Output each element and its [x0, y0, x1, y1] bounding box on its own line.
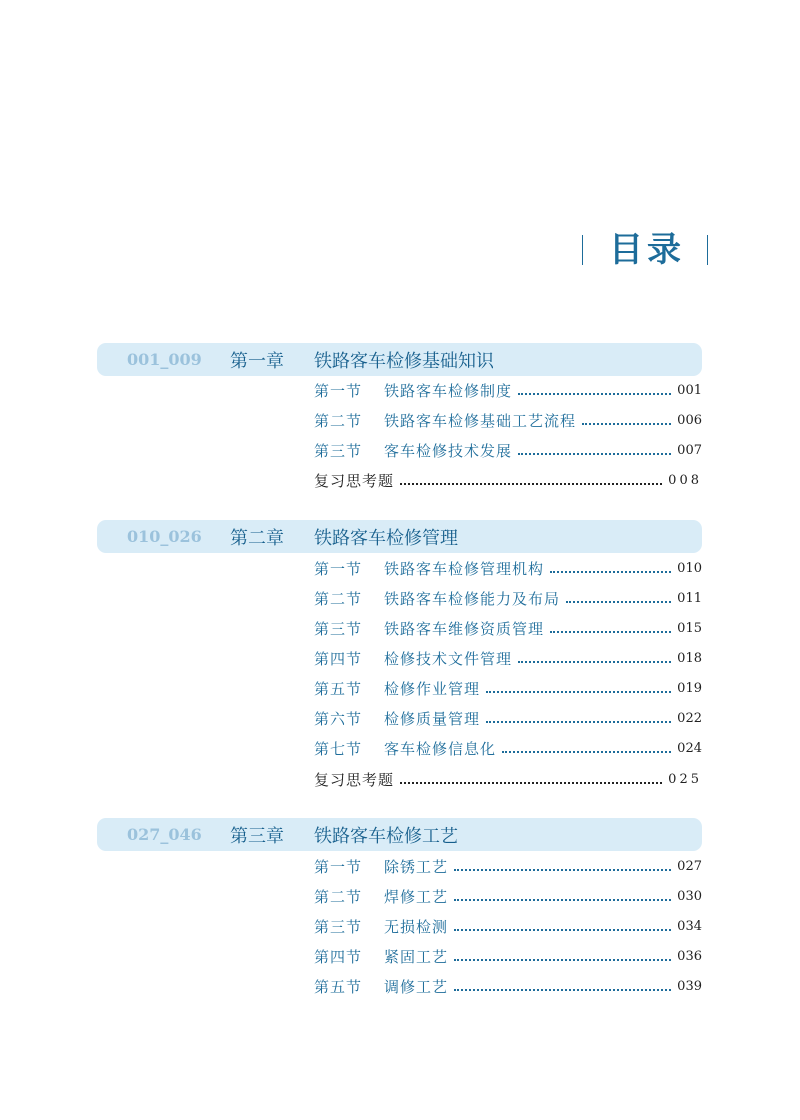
toc-entry[interactable] — [314, 646, 702, 670]
dot-leader — [454, 958, 671, 961]
section-title: 铁路客车维修资质管理 — [384, 619, 545, 638]
section-title: 调修工艺 — [384, 977, 449, 996]
dot-leader — [550, 570, 671, 573]
toc-entry-review[interactable] — [314, 468, 702, 492]
toc-entry[interactable] — [314, 378, 702, 402]
page-number: 024 — [677, 740, 702, 756]
page-number: 025 — [668, 771, 702, 787]
toc-entry[interactable] — [314, 854, 702, 878]
section-title: 铁路客车检修能力及布局 — [384, 589, 561, 608]
chapter-title: 铁路客车检修基础知识 — [314, 350, 494, 372]
section-title: 检修质量管理 — [384, 709, 481, 728]
section-label: 第二节 — [314, 887, 363, 906]
section-title: 紧固工艺 — [384, 947, 449, 966]
page-number: 007 — [677, 442, 702, 458]
toc-entry[interactable] — [314, 974, 702, 998]
section-label: 第五节 — [314, 977, 363, 996]
toc-entry[interactable] — [314, 556, 702, 580]
chapter-3-header[interactable] — [97, 818, 702, 851]
section-title: 焊修工艺 — [384, 887, 449, 906]
section-label: 第二节 — [314, 589, 363, 608]
page-number: 036 — [677, 948, 702, 964]
chapter-page-range: 027_046 — [127, 825, 202, 844]
toc-entry[interactable] — [314, 586, 702, 610]
toc-entry[interactable] — [314, 884, 702, 908]
toc-entry[interactable] — [314, 676, 702, 700]
section-title: 铁路客车检修制度 — [384, 381, 513, 400]
chapter-title: 铁路客车检修工艺 — [314, 825, 458, 847]
chapter-number: 第二章 — [230, 527, 284, 549]
dot-leader — [486, 690, 671, 693]
section-label: 第七节 — [314, 739, 363, 758]
heading-right-bar — [707, 235, 708, 265]
section-label: 第一节 — [314, 857, 363, 876]
section-label: 第一节 — [314, 381, 363, 400]
dot-leader — [400, 781, 662, 784]
dot-leader — [454, 898, 671, 901]
page-number: 001 — [677, 382, 702, 398]
dot-leader — [454, 868, 671, 871]
section-label: 第三节 — [314, 441, 363, 460]
dot-leader — [550, 630, 671, 633]
page-title: 目录 — [609, 230, 685, 270]
page-number: 018 — [677, 650, 702, 666]
chapter-number: 第三章 — [230, 825, 284, 847]
toc-heading — [582, 228, 708, 272]
toc-entry[interactable] — [314, 914, 702, 938]
dot-leader — [566, 600, 671, 603]
section-label: 第三节 — [314, 917, 363, 936]
page-number: 008 — [668, 472, 702, 488]
section-title: 客车检修技术发展 — [384, 441, 513, 460]
review-title: 复习思考题 — [314, 770, 395, 789]
chapter-title: 铁路客车检修管理 — [314, 527, 458, 549]
section-label: 第二节 — [314, 411, 363, 430]
section-title: 客车检修信息化 — [384, 739, 497, 758]
heading-left-bar — [582, 235, 583, 265]
chapter-2-header[interactable] — [97, 520, 702, 553]
dot-leader — [400, 482, 662, 485]
page-number: 030 — [677, 888, 702, 904]
section-title: 检修技术文件管理 — [384, 649, 513, 668]
page-number: 006 — [677, 412, 702, 428]
section-label: 第四节 — [314, 649, 363, 668]
section-title: 无损检测 — [384, 917, 449, 936]
toc-entry[interactable] — [314, 706, 702, 730]
toc-entry-review[interactable] — [314, 767, 702, 791]
section-title: 铁路客车检修管理机构 — [384, 559, 545, 578]
page-number: 011 — [677, 590, 702, 606]
section-label: 第三节 — [314, 619, 363, 638]
section-label: 第六节 — [314, 709, 363, 728]
dot-leader — [486, 720, 671, 723]
page-number: 010 — [677, 560, 702, 576]
dot-leader — [454, 988, 671, 991]
section-title: 除锈工艺 — [384, 857, 449, 876]
section-label: 第一节 — [314, 559, 363, 578]
dot-leader — [518, 392, 671, 395]
toc-entry[interactable] — [314, 944, 702, 968]
toc-entry[interactable] — [314, 438, 702, 462]
section-title: 铁路客车检修基础工艺流程 — [384, 411, 577, 430]
dot-leader — [518, 660, 671, 663]
page-number: 027 — [677, 858, 702, 874]
page-number: 019 — [677, 680, 702, 696]
section-label: 第五节 — [314, 679, 363, 698]
toc-entry[interactable] — [314, 616, 702, 640]
dot-leader — [502, 750, 671, 753]
dot-leader — [582, 422, 671, 425]
chapter-1-header[interactable] — [97, 343, 702, 376]
dot-leader — [454, 928, 671, 931]
review-title: 复习思考题 — [314, 471, 395, 490]
page-number: 034 — [677, 918, 702, 934]
chapter-number: 第一章 — [230, 350, 284, 372]
page-number: 022 — [677, 710, 702, 726]
section-label: 第四节 — [314, 947, 363, 966]
page-number: 039 — [677, 978, 702, 994]
chapter-page-range: 010_026 — [127, 527, 202, 546]
toc-entry[interactable] — [314, 408, 702, 432]
toc-entry[interactable] — [314, 736, 702, 760]
page-number: 015 — [677, 620, 702, 636]
chapter-page-range: 001_009 — [127, 350, 202, 369]
section-title: 检修作业管理 — [384, 679, 481, 698]
dot-leader — [518, 452, 671, 455]
